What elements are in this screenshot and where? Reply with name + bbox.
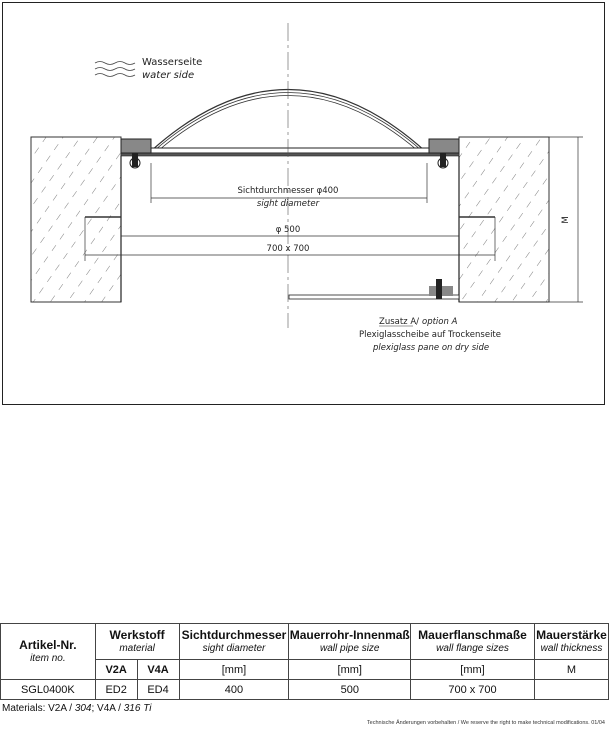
wall-thickness-label: M xyxy=(561,216,571,224)
wall-left xyxy=(31,137,121,302)
footer-disclaimer: Technische Änderungen vorbehalten / We reserve the right to make technical modifications. 01/04 xyxy=(366,720,605,726)
header-wall: Mauerstärke wall thickness xyxy=(534,624,608,660)
sub-pipe-unit: [mm] xyxy=(289,660,411,680)
cell-wall xyxy=(534,680,608,700)
wall-right xyxy=(459,137,549,302)
cell-flange: 700 x 700 xyxy=(411,680,535,700)
header-sight: Sichtdurchmesser sight diameter xyxy=(179,624,289,660)
water-side-label-en: water side xyxy=(142,70,195,81)
header-material: Werkstoff material xyxy=(95,624,179,660)
sight-diameter-label-de: Sichtdurchmesser φ400 xyxy=(237,186,339,196)
header-article: Artikel-Nr. item no. xyxy=(1,624,96,680)
sub-flange-unit: [mm] xyxy=(411,660,535,680)
top-flange xyxy=(121,139,459,156)
spec-table xyxy=(0,623,609,700)
plexiglass-pane xyxy=(289,279,459,299)
water-wave-icon xyxy=(95,62,135,77)
sub-wall-unit: M xyxy=(534,660,608,680)
header-pipe: Mauerrohr-Innenmaß wall pipe size xyxy=(289,624,411,660)
flange-size-label: 700 x 700 xyxy=(266,244,310,254)
cell-sight: 400 xyxy=(179,680,289,700)
sub-sight-unit: [mm] xyxy=(179,660,289,680)
option-label-en: option A xyxy=(422,317,458,327)
plexiglass-label-de: Plexiglasscheibe auf Trockenseite xyxy=(359,330,501,340)
cell-v4a: ED4 xyxy=(137,680,179,700)
sub-v2a: V2A xyxy=(95,660,137,680)
cell-pipe: 500 xyxy=(289,680,411,700)
water-side-label-de: Wasserseite xyxy=(142,57,203,68)
option-label-de: Zusatz A/ xyxy=(379,317,420,327)
sight-glass-section-drawing xyxy=(3,3,606,406)
plexiglass-label-en: plexiglass pane on dry side xyxy=(373,343,490,353)
sub-v4a: V4A xyxy=(137,660,179,680)
cell-v2a: ED2 xyxy=(95,680,137,700)
table-row xyxy=(1,680,609,700)
pipe-diameter-label: φ 500 xyxy=(275,225,301,235)
cell-article: SGL0400K xyxy=(1,680,96,700)
header-flange: Mauerflanschmaße wall flange sizes xyxy=(411,624,535,660)
sight-diameter-label-en: sight diameter xyxy=(256,199,320,209)
technical-drawing xyxy=(2,2,605,405)
materials-note: Materials: V2A / 304; V4A / 316 Ti xyxy=(2,703,152,714)
